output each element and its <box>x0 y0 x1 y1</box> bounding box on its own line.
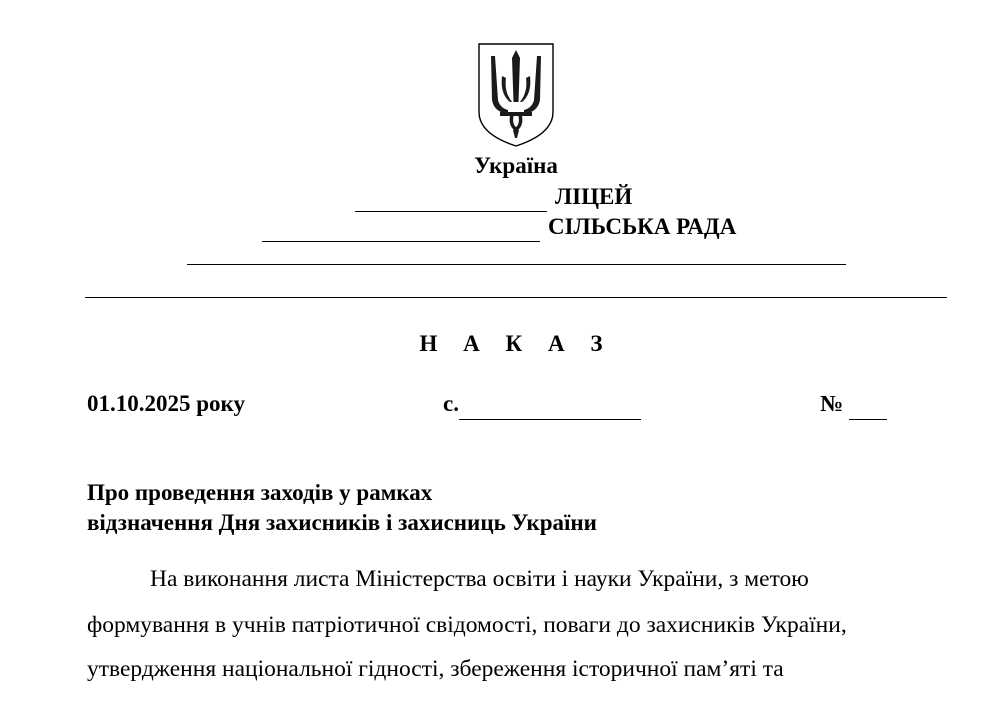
org-line-1-label: ЛІЦЕЙ <box>555 184 633 209</box>
header-divider-inner <box>187 264 846 265</box>
document-type-title: Н А К А З <box>419 331 613 356</box>
body-line-2: формування в учнів патріотичної свідомості, поваги до захисників України, <box>87 612 847 638</box>
organization-line-1 <box>355 182 632 212</box>
document-number <box>820 388 887 420</box>
body-line-1: На виконання листа Міністерства освіти і науки України, з метою <box>150 566 809 592</box>
org-line-2-label: СІЛЬСЬКА РАДА <box>548 214 737 239</box>
place-prefix: с. <box>443 391 459 416</box>
header-divider-outer <box>85 297 947 298</box>
country-name: Україна <box>474 153 558 178</box>
document-place <box>443 388 641 420</box>
subject-line-2: відзначення Дня захисників і захисниць України <box>87 510 597 535</box>
number-prefix: № <box>820 391 844 416</box>
council-name-blank <box>262 215 540 242</box>
document-subject <box>87 478 597 538</box>
organization-line-2 <box>262 212 736 242</box>
place-blank <box>459 392 641 420</box>
trident-coat-of-arms-icon <box>476 42 556 148</box>
subject-line-1: Про проведення заходів у рамках <box>87 480 433 505</box>
org-name-blank <box>355 185 547 212</box>
number-blank <box>849 392 887 420</box>
document-date: 01.10.2025 року <box>87 391 245 416</box>
body-line-3: утвердження національної гідності, збереження історичної пам’яті та <box>87 656 784 682</box>
